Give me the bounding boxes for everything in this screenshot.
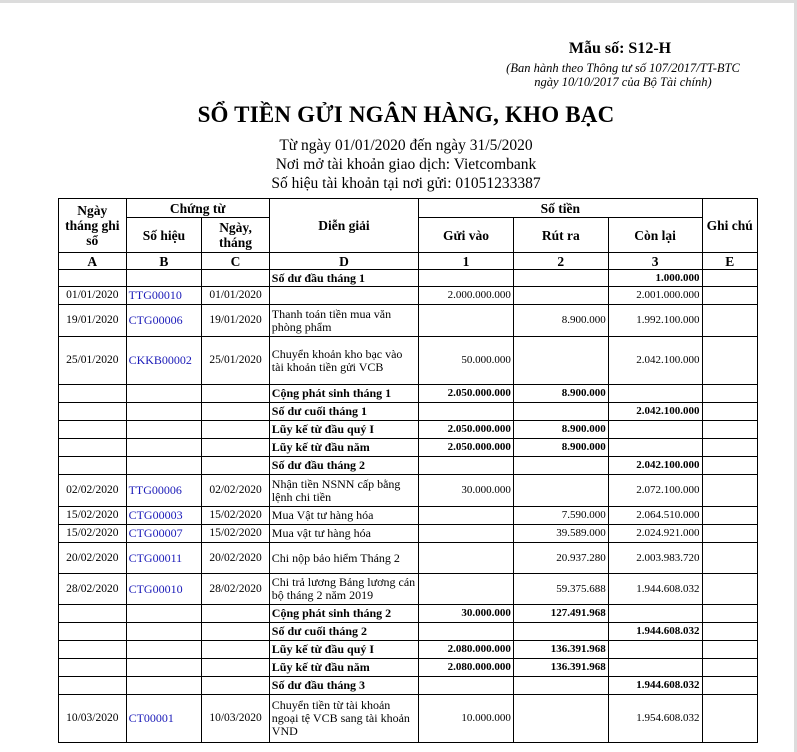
deposit-cell [419, 543, 514, 574]
description-cell: Cộng phát sinh tháng 1 [269, 385, 418, 403]
col-header-note: Ghi chú [702, 199, 758, 253]
issuance-line-2: ngày 10/10/2017 của Bộ Tài chính) [534, 75, 712, 89]
note-cell [702, 641, 758, 659]
column-letter: A [59, 253, 127, 270]
voucher-date-cell: 25/01/2020 [202, 337, 270, 385]
balance-cell: 1.992.100.000 [608, 305, 702, 337]
date-cell: 10/03/2020 [59, 695, 127, 743]
deposit-cell: 2.050.000.000 [419, 439, 514, 457]
date-cell [59, 641, 127, 659]
withdraw-cell [513, 695, 608, 743]
note-cell [702, 403, 758, 421]
issuance-line-1: (Ban hành theo Thông tư số 107/2017/TT-BTC [506, 61, 740, 75]
date-cell: 01/01/2020 [59, 287, 127, 305]
deposit-cell: 10.000.000 [419, 695, 514, 743]
voucher-date-cell [202, 403, 270, 421]
description-cell: Cộng phát sinh tháng 2 [269, 605, 418, 623]
description-cell: Số dư đầu tháng 2 [269, 457, 418, 475]
voucher-no-link[interactable]: TTG00010 [126, 287, 202, 305]
deposit-cell: 30.000.000 [419, 605, 514, 623]
date-cell [59, 421, 127, 439]
voucher-no-link[interactable]: CT00001 [126, 695, 202, 743]
transaction-row [59, 525, 758, 543]
column-letters-row [59, 253, 758, 270]
voucher-date-cell: 02/02/2020 [202, 475, 270, 507]
note-cell [702, 305, 758, 337]
note-cell [702, 421, 758, 439]
date-cell [59, 385, 127, 403]
balance-cell [608, 605, 702, 623]
withdraw-cell: 39.589.000 [513, 525, 608, 543]
balance-cell: 2.003.983.720 [608, 543, 702, 574]
description-cell: Lũy kế từ đầu năm [269, 439, 418, 457]
voucher-no-link[interactable]: CTG00006 [126, 305, 202, 337]
col-header-withdraw: Rút ra [513, 218, 608, 253]
transaction-row [59, 305, 758, 337]
voucher-no-link [126, 677, 202, 695]
note-cell [702, 337, 758, 385]
withdraw-cell: 8.900.000 [513, 421, 608, 439]
date-cell [59, 659, 127, 677]
balance-cell [608, 421, 702, 439]
column-letter: B [126, 253, 202, 270]
voucher-date-cell [202, 457, 270, 475]
column-letter: E [702, 253, 758, 270]
account-line: Số hiệu tài khoản tại nơi gửi: 01051233387 [271, 175, 541, 192]
col-header-amount: Số tiền [419, 199, 702, 218]
deposit-cell [419, 403, 514, 421]
balance-cell: 1.000.000 [608, 270, 702, 287]
voucher-date-cell [202, 605, 270, 623]
withdraw-cell: 8.900.000 [513, 439, 608, 457]
deposit-cell [419, 457, 514, 475]
note-cell [702, 623, 758, 641]
voucher-no-link[interactable]: CTG00003 [126, 507, 202, 525]
note-cell [702, 270, 758, 287]
voucher-no-link[interactable]: CTG00007 [126, 525, 202, 543]
deposit-cell [419, 623, 514, 641]
col-header-description: Diễn giải [269, 199, 418, 253]
description-cell: Mua Vật tư hàng hóa [269, 507, 418, 525]
withdraw-cell: 8.900.000 [513, 385, 608, 403]
summary-row [59, 385, 758, 403]
transaction-row [59, 574, 758, 605]
date-cell: 20/02/2020 [59, 543, 127, 574]
note-cell [702, 574, 758, 605]
note-cell [702, 507, 758, 525]
col-header-voucher-date: Ngày, tháng [202, 218, 270, 253]
date-cell: 02/02/2020 [59, 475, 127, 507]
transaction-row [59, 507, 758, 525]
transaction-row [59, 475, 758, 507]
col-header-deposit: Gửi vào [419, 218, 514, 253]
voucher-no-link [126, 421, 202, 439]
description-cell: Lũy kế từ đầu năm [269, 659, 418, 677]
summary-row [59, 659, 758, 677]
balance-cell [608, 385, 702, 403]
column-letter: 3 [608, 253, 702, 270]
voucher-date-cell [202, 439, 270, 457]
date-cell [59, 677, 127, 695]
withdraw-cell: 59.375.688 [513, 574, 608, 605]
voucher-no-link [126, 385, 202, 403]
withdraw-cell [513, 337, 608, 385]
note-cell [702, 605, 758, 623]
note-cell [702, 385, 758, 403]
voucher-no-link [126, 270, 202, 287]
ledger-title: SỔ TIỀN GỬI NGÂN HÀNG, KHO BẠC [197, 102, 615, 127]
description-cell: Số dư cuối tháng 1 [269, 403, 418, 421]
balance-cell: 2.042.100.000 [608, 457, 702, 475]
column-letter: C [202, 253, 270, 270]
withdraw-cell [513, 287, 608, 305]
balance-cell: 1.944.608.032 [608, 623, 702, 641]
withdraw-cell [513, 623, 608, 641]
balance-cell: 2.064.510.000 [608, 507, 702, 525]
deposit-cell: 2.000.000.000 [419, 287, 514, 305]
deposit-cell: 50.000.000 [419, 337, 514, 385]
summary-row [59, 421, 758, 439]
date-cell [59, 403, 127, 421]
voucher-date-cell: 15/02/2020 [202, 507, 270, 525]
form-code: Mẫu số: S12-H [568, 40, 672, 57]
balance-cell: 2.042.100.000 [608, 337, 702, 385]
withdraw-cell [513, 677, 608, 695]
deposit-cell: 2.050.000.000 [419, 421, 514, 439]
issuance-note [478, 61, 768, 89]
voucher-date-cell: 20/02/2020 [202, 543, 270, 574]
voucher-no-link[interactable]: CKKB00002 [126, 337, 202, 385]
withdraw-cell: 127.491.968 [513, 605, 608, 623]
description-cell: Chuyển tiền từ tài khoản ngoại tệ VCB sang tài khoản VND [269, 695, 418, 743]
withdraw-cell: 20.937.280 [513, 543, 608, 574]
date-cell [59, 457, 127, 475]
deposit-cell [419, 574, 514, 605]
transaction-row [59, 543, 758, 574]
note-cell [702, 677, 758, 695]
voucher-no-link [126, 659, 202, 677]
deposit-cell: 30.000.000 [419, 475, 514, 507]
balance-cell: 2.001.000.000 [608, 287, 702, 305]
balance-cell [608, 641, 702, 659]
description-cell: Lũy kế từ đầu quý I [269, 641, 418, 659]
description-cell: Số dư cuối tháng 2 [269, 623, 418, 641]
date-cell [59, 270, 127, 287]
column-letter: 2 [513, 253, 608, 270]
voucher-no-link [126, 403, 202, 421]
withdraw-cell: 136.391.968 [513, 659, 608, 677]
note-cell [702, 525, 758, 543]
withdraw-cell [513, 270, 608, 287]
voucher-date-cell: 15/02/2020 [202, 525, 270, 543]
ledger-body [59, 270, 758, 743]
withdraw-cell: 7.590.000 [513, 507, 608, 525]
balance-cell [608, 439, 702, 457]
date-cell [59, 605, 127, 623]
voucher-date-cell: 19/01/2020 [202, 305, 270, 337]
date-cell: 19/01/2020 [59, 305, 127, 337]
description-cell: Thanh toán tiền mua văn phòng phẩm [269, 305, 418, 337]
date-cell: 15/02/2020 [59, 525, 127, 543]
deposit-cell [419, 305, 514, 337]
summary-row [59, 439, 758, 457]
voucher-no-link [126, 605, 202, 623]
description-cell: Số dư đầu tháng 3 [269, 677, 418, 695]
voucher-date-cell [202, 421, 270, 439]
description-cell: Chuyển khoản kho bạc vào tài khoản tiền gửi VCB [269, 337, 418, 385]
date-cell: 15/02/2020 [59, 507, 127, 525]
withdraw-cell: 8.900.000 [513, 305, 608, 337]
balance-cell: 1.944.608.032 [608, 574, 702, 605]
voucher-no-link [126, 641, 202, 659]
voucher-date-cell [202, 623, 270, 641]
date-cell [59, 439, 127, 457]
deposit-cell [419, 525, 514, 543]
voucher-no-link [126, 457, 202, 475]
description-cell: Chi nộp bảo hiểm Tháng 2 [269, 543, 418, 574]
description-cell: Mua vật tư hàng hóa [269, 525, 418, 543]
voucher-no-link [126, 623, 202, 641]
summary-row [59, 677, 758, 695]
description-cell: Số dư đầu tháng 1 [269, 270, 418, 287]
deposit-cell: 2.080.000.000 [419, 659, 514, 677]
balance-cell: 2.024.921.000 [608, 525, 702, 543]
transaction-row [59, 695, 758, 743]
date-cell: 25/01/2020 [59, 337, 127, 385]
col-header-voucher-no: Số hiệu [126, 218, 202, 253]
balance-cell: 1.944.608.032 [608, 677, 702, 695]
balance-cell: 2.072.100.000 [608, 475, 702, 507]
voucher-date-cell: 01/01/2020 [202, 287, 270, 305]
col-header-date: Ngày tháng ghi sổ [59, 199, 127, 253]
summary-row [59, 270, 758, 287]
voucher-date-cell [202, 270, 270, 287]
voucher-date-cell [202, 385, 270, 403]
summary-row [59, 641, 758, 659]
voucher-date-cell: 10/03/2020 [202, 695, 270, 743]
voucher-date-cell [202, 659, 270, 677]
note-cell [702, 439, 758, 457]
note-cell [702, 695, 758, 743]
summary-row [59, 403, 758, 421]
period-line: Từ ngày 01/01/2020 đến ngày 31/5/2020 [279, 137, 533, 154]
withdraw-cell [513, 457, 608, 475]
description-cell: Nhận tiền NSNN cấp bằng lệnh chi tiền [269, 475, 418, 507]
ledger-table [58, 198, 758, 743]
voucher-no-link[interactable]: TTG00006 [126, 475, 202, 507]
col-header-voucher: Chứng từ [126, 199, 269, 218]
col-header-balance: Còn lại [608, 218, 702, 253]
voucher-date-cell [202, 677, 270, 695]
voucher-date-cell: 28/02/2020 [202, 574, 270, 605]
withdraw-cell [513, 403, 608, 421]
summary-row [59, 457, 758, 475]
description-cell: Lũy kế từ đầu quý I [269, 421, 418, 439]
transaction-row [59, 287, 758, 305]
deposit-cell [419, 270, 514, 287]
voucher-no-link[interactable]: CTG00011 [126, 543, 202, 574]
voucher-date-cell [202, 641, 270, 659]
balance-cell: 1.954.608.032 [608, 695, 702, 743]
description-cell: Chi trả lương Bảng lương cán bộ tháng 2 năm 2019 [269, 574, 418, 605]
note-cell [702, 659, 758, 677]
description-cell [269, 287, 418, 305]
balance-cell: 2.042.100.000 [608, 403, 702, 421]
voucher-no-link[interactable]: CTG00010 [126, 574, 202, 605]
balance-cell [608, 659, 702, 677]
summary-row [59, 623, 758, 641]
column-letter: D [269, 253, 418, 270]
withdraw-cell: 136.391.968 [513, 641, 608, 659]
note-cell [702, 543, 758, 574]
date-cell: 28/02/2020 [59, 574, 127, 605]
page-top-edge [0, 0, 797, 3]
voucher-no-link [126, 439, 202, 457]
note-cell [702, 475, 758, 507]
bank-line: Nơi mở tài khoản giao dịch: Vietcombank [275, 156, 537, 173]
note-cell [702, 287, 758, 305]
deposit-cell: 2.050.000.000 [419, 385, 514, 403]
column-letter: 1 [419, 253, 514, 270]
summary-row [59, 605, 758, 623]
deposit-cell: 2.080.000.000 [419, 641, 514, 659]
transaction-row [59, 337, 758, 385]
note-cell [702, 457, 758, 475]
withdraw-cell [513, 475, 608, 507]
date-cell [59, 623, 127, 641]
deposit-cell [419, 677, 514, 695]
deposit-cell [419, 507, 514, 525]
